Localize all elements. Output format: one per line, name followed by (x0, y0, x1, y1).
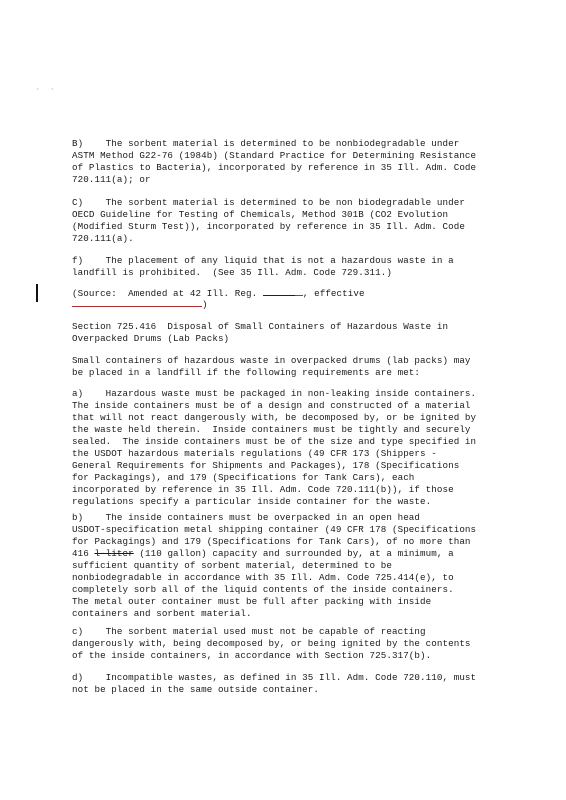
para-d-line-1: d) Incompatible wastes, as defined in 35 Ill. Adm. Code 720.110, must (72, 672, 477, 683)
margin-change-bar (36, 284, 38, 302)
para-c-line-1: C) The sorbent material is determined to be non biodegradable under (72, 197, 465, 208)
para-a-line-9: incorporated by reference in 35 Ill. Adm. Code 720.111(b)), if those (72, 484, 454, 495)
para-b2-line-3: for Packagings) and 179 (Specifications for Tank Cars), of no more than (72, 536, 471, 547)
para-c-line-2: OECD Guideline for Testing of Chemicals, Method 301B (CO2 Evolution (72, 209, 449, 220)
para-a-line-3: that will not react dangerously with, be decomposed by, or be ignited by (72, 412, 477, 423)
intro-line-2: be placed in a landfill if the following requirements are met: (72, 367, 421, 378)
para-b-line-4: 720.111(a); or (72, 174, 151, 185)
effective-date-blank (72, 297, 202, 307)
para-b2-line-9: containers and sorbent material. (72, 608, 252, 619)
para-b2-line-4 (72, 548, 454, 559)
para-c-line-4: 720.111(a). (72, 233, 134, 244)
para-c2-line-2: dangerously with, being decomposed by, or being ignited by the contents (72, 638, 471, 649)
para-a-line-6: the USDOT hazardous materials regulations (49 CFR 173 (Shippers - (72, 448, 437, 459)
source-close: ) (202, 299, 208, 310)
para-c2-line-3: of the inside containers, in accordance with Section 725.317(b). (72, 650, 432, 661)
para-a-line-2: The inside containers must be of a design and constructed of a material (72, 400, 471, 411)
para-c2-line-1: c) The sorbent material used must not be capable of reacting (72, 626, 426, 637)
para-b2-line-7: completely sorb all of the liquid contents of the inside containers. (72, 584, 454, 595)
section-heading-line-1: Section 725.416 Disposal of Small Containers of Hazardous Waste in (72, 321, 449, 332)
para-b2-line-8: The metal outer container must be full after packing with inside (72, 596, 432, 607)
capacity-rest: (110 gallon) capacity and surrounded by, at a minimum, a (133, 548, 454, 559)
struck-text: l-liter (94, 548, 134, 559)
para-a-line-4: the waste held therein. Inside containers must be tightly and securely (72, 424, 471, 435)
scan-specks: · · (36, 86, 55, 93)
para-b2-line-1: b) The inside containers must be overpacked in an open head (72, 512, 421, 523)
para-a-line-7: General Requirements for Shipments and Packages), 178 (Specifications (72, 460, 460, 471)
para-b-line-3: of Plastics to Bacteria), incorporated by reference in 35 Ill. Adm. Code (72, 162, 477, 173)
source-prefix: (Source: Amended at 42 Ill. Reg. (72, 288, 263, 299)
para-f-line-2: landfill is prohibited. (See 35 Ill. Adm. Code 729.311.) (72, 267, 392, 278)
section-heading-line-2: Overpacked Drums (Lab Packs) (72, 333, 230, 344)
para-a-line-5: sealed. The inside containers must be of the size and type specified in (72, 436, 477, 447)
para-a-line-8: for Packagings), and 179 (Specifications for Tank Cars), each (72, 472, 415, 483)
para-a-line-10: regulations specify a particular inside container for the waste. (72, 496, 432, 507)
source-note-line-2 (72, 297, 208, 310)
source-suffix: , effective (302, 288, 365, 299)
issue-blank (263, 286, 295, 296)
capacity-number: 416 (72, 548, 95, 559)
para-b2-line-2: USDOT-specification metal shipping container (49 CFR 178 (Specifications (72, 524, 477, 535)
para-b-line-2: ASTM Method G22-76 (1984b) (Standard Practice for Determining Resistance (72, 150, 477, 161)
issue-blank-red (295, 286, 303, 296)
intro-line-1: Small containers of hazardous waste in overpacked drums (lab packs) may (72, 355, 471, 366)
para-f-line-1: f) The placement of any liquid that is not a hazardous waste in a (72, 255, 454, 266)
para-b2-line-6: nonbiodegradable in accordance with 35 Ill. Adm. Code 725.414(e), to (72, 572, 454, 583)
para-d-line-2: not be placed in the same outside container. (72, 684, 319, 695)
para-b2-line-5: sufficient quantity of sorbent material, determined to be (72, 560, 392, 571)
para-a-line-1: a) Hazardous waste must be packaged in non-leaking inside containers. (72, 388, 477, 399)
para-b-line-1: B) The sorbent material is determined to be nonbiodegradable under (72, 138, 460, 149)
para-c-line-3: (Modified Sturm Test)), incorporated by reference in 35 Ill. Adm. Code (72, 221, 465, 232)
